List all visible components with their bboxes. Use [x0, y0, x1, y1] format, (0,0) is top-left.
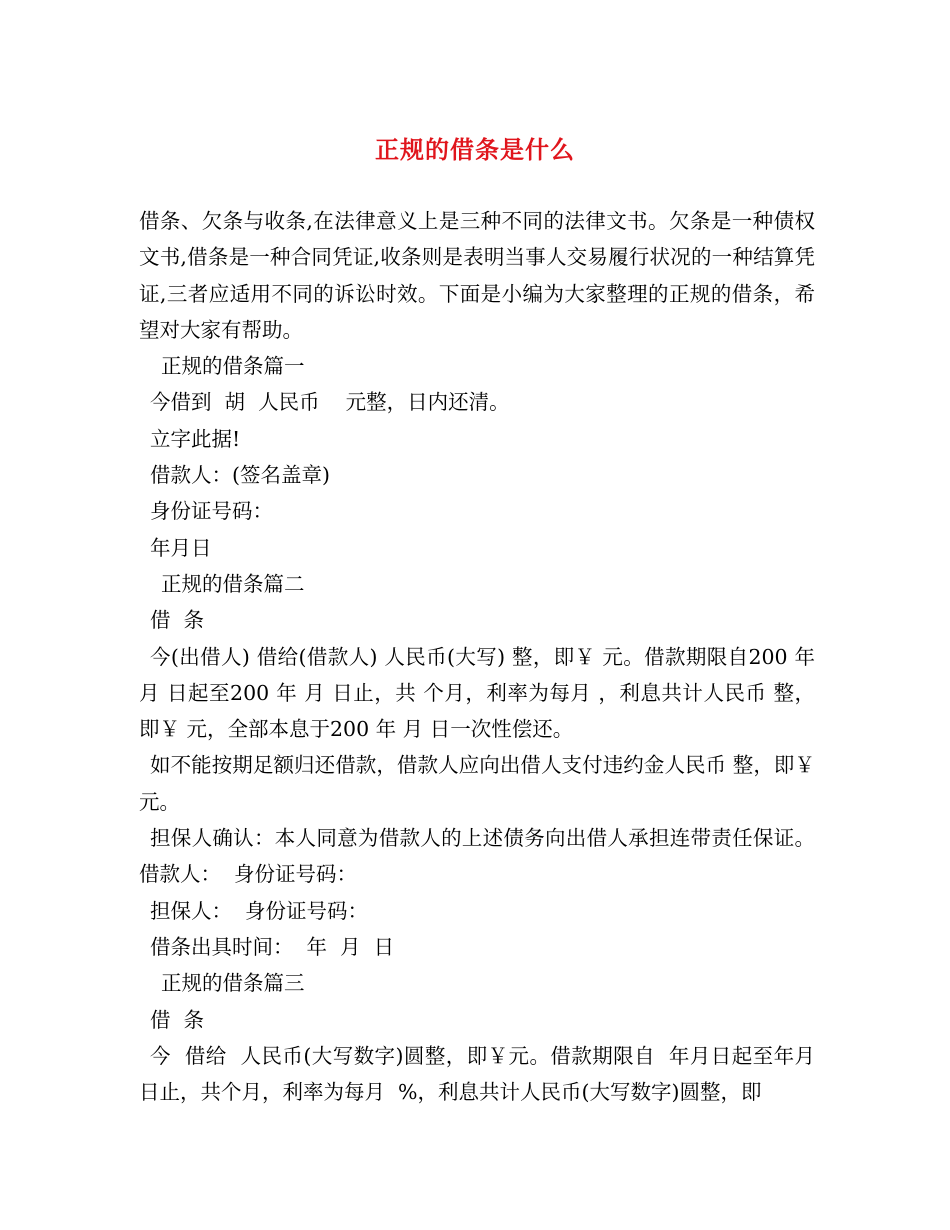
section2-paragraph1: 今(出借人) 借给(借款人) 人民币(大写) 整，即￥ 元。借款期限自200 年 月 日起至200 年 月 日止，共 个月，利率为每月 ，利息共计人民币 整，即￥ 元，全部本息于200 年 月 日一次性偿还。	[139, 644, 815, 742]
section1-line3: 借款人：(签名盖章)	[150, 463, 330, 488]
section2-heading: 正规的借条篇二	[161, 571, 305, 596]
document-body	[139, 203, 822, 1110]
section1-line4: 身份证号码：	[150, 499, 273, 524]
section2-line4: 担保人： 身份证号码：	[150, 898, 369, 923]
section1-line2: 立字此据!	[150, 426, 241, 451]
section2-line5: 借条出具时间： 年 月 日	[150, 934, 395, 959]
section3-subtitle: 借 条	[150, 1007, 205, 1032]
section1-heading: 正规的借条篇一	[161, 354, 305, 379]
section2-subtitle: 借 条	[150, 608, 205, 633]
section1-line5: 年月日	[150, 535, 212, 560]
section1-line1: 今借到 胡 人民币 元整，日内还清。	[150, 390, 510, 415]
section2-paragraph2: 如不能按期足额归还借款，借款人应向出借人支付违约金人民币 整，即￥ 元。	[139, 753, 815, 814]
intro-paragraph: 借条、欠条与收条,在法律意义上是三种不同的法律文书。欠条是一种债权文书,借条是一种合同凭证,收条则是表明当事人交易履行状况的一种结算凭证,三者应适用不同的诉讼时效。下面是小编为大家整理的正规的借条，希望对大家有帮助。	[139, 209, 815, 342]
document-title: 正规的借条是什么	[375, 135, 575, 164]
section3-paragraph1: 今 借给 人民币(大写数字)圆整，即￥元。借款期限自 年月日起至年月日止，共个月，利率为每月 %，利息共计人民币(大写数字)圆整，即	[139, 1043, 815, 1105]
section3-heading: 正规的借条篇三	[161, 971, 305, 996]
section2-paragraph3: 担保人确认：本人同意为借款人的上述债务向出借人承担连带责任保证。 借款人： 身份证号码：	[139, 826, 822, 887]
